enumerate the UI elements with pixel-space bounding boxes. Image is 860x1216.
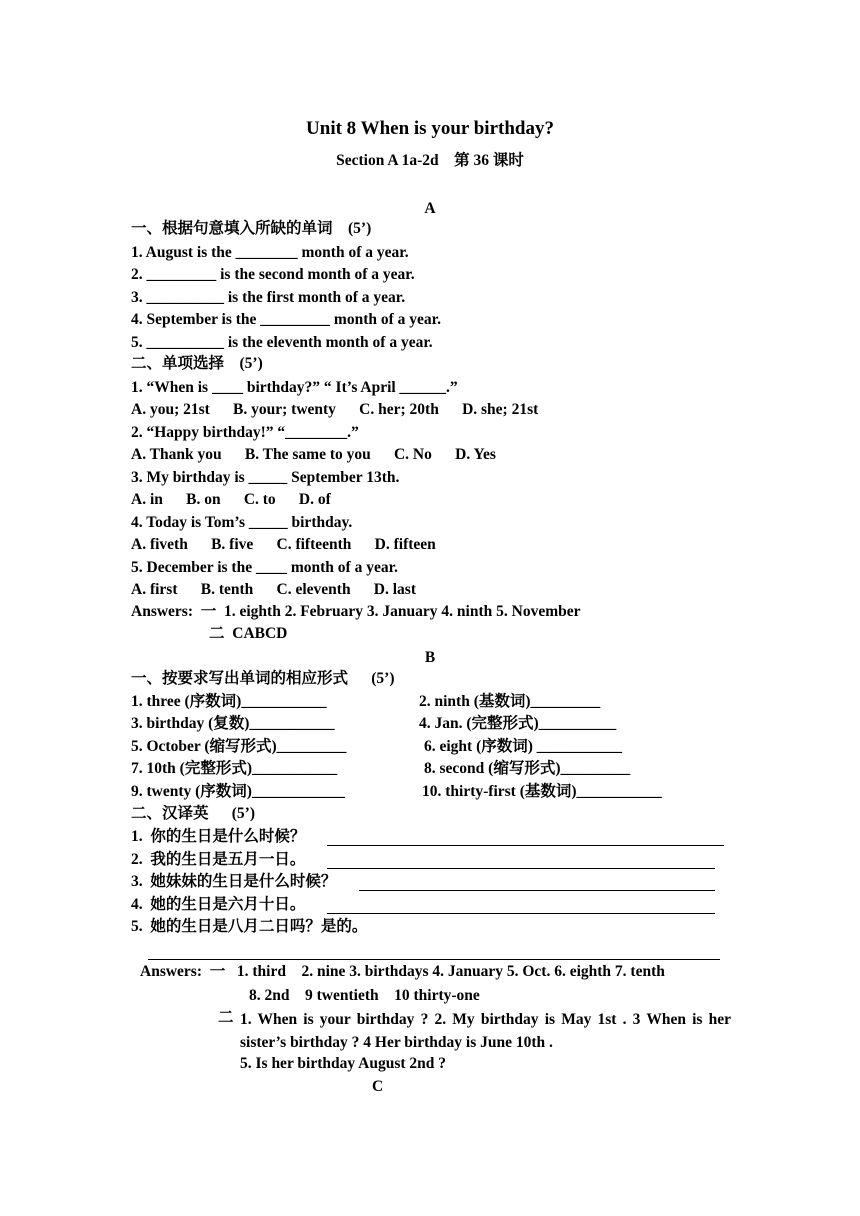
part-b-answers-line-1b: 8. 2nd 9 twentieth 10 thirty-one bbox=[249, 987, 480, 1004]
answer-line-3 bbox=[359, 890, 715, 891]
part-a-q1-item-1: 1. August is the ________ month of a year. bbox=[131, 244, 409, 261]
part-a-answers-line-1: Answers: 一 1. eighth 2. February 3. January 4. ninth 5. November bbox=[131, 603, 581, 620]
part-a-q2-line-5: 3. My birthday is _____ September 13th. bbox=[131, 469, 400, 486]
part-a-q2-line-2: A. you; 21st B. your; twenty C. her; 20th D. she; 21st bbox=[131, 401, 539, 418]
part-a-q2-line-8: A. fiveth B. five C. fifteenth D. fifteen bbox=[131, 536, 436, 553]
part-b-q1-right-5: 10. thirty-first (基数词)___________ bbox=[422, 783, 662, 800]
part-a-q1-item-3: 3. __________ is the first month of a year. bbox=[131, 289, 406, 306]
page-title: Unit 8 When is your birthday? bbox=[306, 118, 554, 139]
section-b-label: B bbox=[424, 649, 436, 666]
part-b-q1-left-3: 5. October (缩写形式)_________ bbox=[131, 738, 347, 755]
page-subtitle: Section A 1a-2d 第 36 课时 bbox=[336, 152, 524, 169]
part-b-q2-item-5: 5. 她的生日是八月二日吗？是的。 bbox=[131, 918, 368, 935]
part-a-q2-line-6: A. in B. on C. to D. of bbox=[131, 491, 331, 508]
part-b-q1-right-2: 4. Jan. (完整形式)__________ bbox=[419, 715, 617, 732]
answer-line-4 bbox=[327, 913, 715, 914]
part-a-q1-item-2: 2. _________ is the second month of a year. bbox=[131, 266, 415, 283]
part-b-answers-line-2: 1. When is your birthday ? 2. My birthday is May 1st . 3 When is her sister’s birthday ? 4 Her birthday is June 10th . bbox=[240, 1011, 731, 1051]
part-b-q2-item-3: 3. 她妹妹的生日是什么时候？ bbox=[131, 873, 337, 890]
part-b-q1-right-1: 2. ninth (基数词)_________ bbox=[419, 693, 601, 710]
part-a-q1-item-4: 4. September is the _________ month of a year. bbox=[131, 311, 441, 328]
part-b-q2-heading: 二、汉译英 (5’) bbox=[131, 805, 255, 822]
part-b-answers-mark-2: 二 bbox=[218, 1009, 234, 1026]
part-a-q1-heading: 一、根据句意填入所缺的单词 (5’) bbox=[131, 220, 372, 237]
part-b-q1-left-1: 1. three (序数词)___________ bbox=[131, 693, 327, 710]
part-b-answers-line-1: Answers: 一 1. third 2. nine 3. birthdays 4. January 5. Oct. 6. eighth 7. tenth bbox=[140, 963, 665, 980]
answer-line-1 bbox=[327, 845, 724, 846]
part-a-q1-item-5: 5. __________ is the eleventh month of a year. bbox=[131, 334, 433, 351]
part-b-q1-left-5: 9. twenty (序数词)____________ bbox=[131, 783, 345, 800]
part-a-q2-line-1: 1. “When is ____ birthday?” “ It’s April ______.” bbox=[131, 379, 458, 396]
part-b-q2-item-2: 2. 我的生日是五月一日。 bbox=[131, 851, 306, 868]
part-a-q2-line-10: A. first B. tenth C. eleventh D. last bbox=[131, 581, 417, 598]
part-a-q2-line-4: A. Thank you B. The same to you C. No D. Yes bbox=[131, 446, 496, 463]
part-b-q2-item-1: 1. 你的生日是什么时候？ bbox=[131, 828, 306, 845]
section-a-label: A bbox=[424, 200, 436, 217]
answer-line-5 bbox=[148, 959, 720, 960]
part-b-q1-right-4: 8. second (缩写形式)_________ bbox=[424, 760, 631, 777]
section-c-label: C bbox=[372, 1078, 384, 1095]
part-b-q2-item-4: 4. 她的生日是六月十日。 bbox=[131, 896, 306, 913]
part-a-answers-line-2: 二 CABCD bbox=[209, 625, 288, 642]
part-b-answers-line-2b: 5. Is her birthday August 2nd ? bbox=[240, 1055, 447, 1072]
part-a-q2-line-7: 4. Today is Tom’s _____ birthday. bbox=[131, 514, 353, 531]
part-a-q2-line-3: 2. “Happy birthday!” “________.” bbox=[131, 424, 359, 441]
part-b-q1-left-2: 3. birthday (复数)___________ bbox=[131, 715, 335, 732]
part-a-q2-heading: 二、单项选择 (5’) bbox=[131, 355, 263, 372]
part-a-q2-line-9: 5. December is the ____ month of a year. bbox=[131, 559, 398, 576]
answer-line-2 bbox=[327, 868, 715, 869]
part-b-q1-left-4: 7. 10th (完整形式)___________ bbox=[131, 760, 338, 777]
part-b-q1-right-3: 6. eight (序数词) ___________ bbox=[424, 738, 623, 755]
part-b-q1-heading: 一、按要求写出单词的相应形式 (5’) bbox=[131, 670, 395, 687]
